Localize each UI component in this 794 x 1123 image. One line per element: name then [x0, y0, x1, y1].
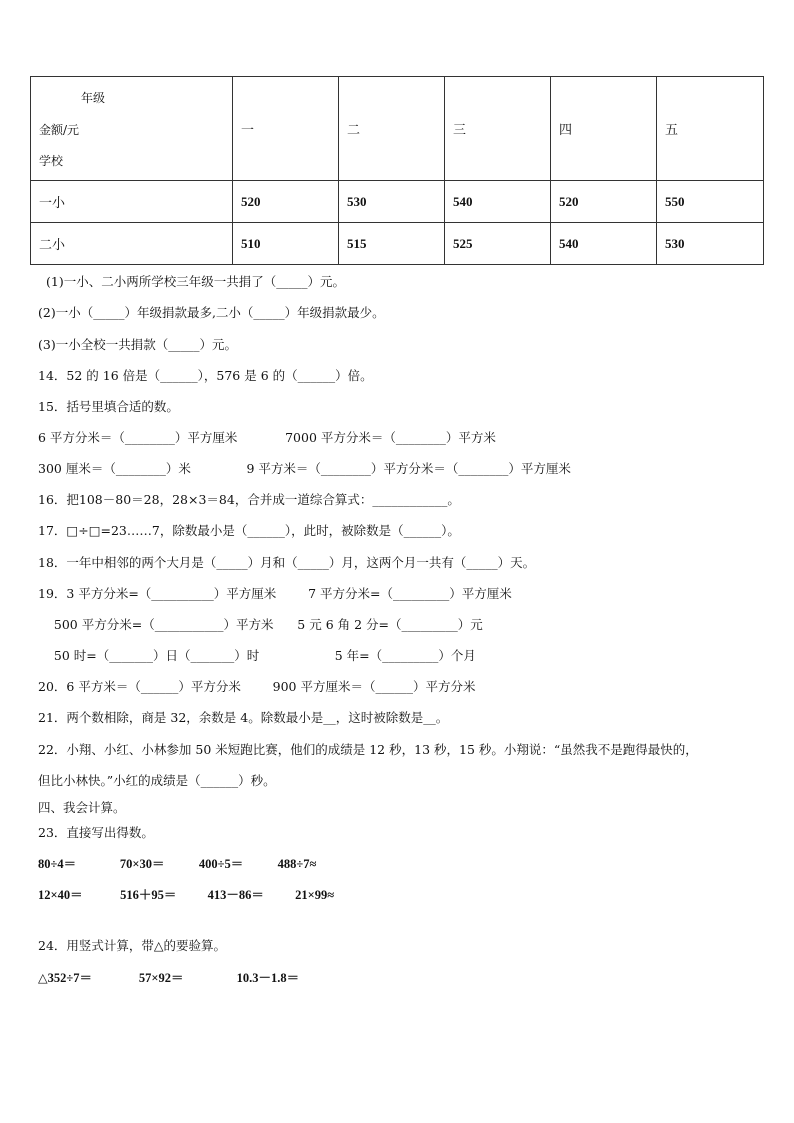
grade-header: 四 — [551, 77, 657, 181]
question-13-1: (1)一小、二小两所学校三年级一共捐了（_____）元。 — [46, 274, 345, 289]
donation-table — [30, 76, 764, 265]
table-header-row — [31, 77, 764, 181]
table-row — [31, 181, 764, 223]
amount-cell: 520 — [233, 181, 339, 223]
question-19-line-2: 500 平方分米=（___________）平方米 5 元 6 角 2 分=（_________）元 — [38, 617, 483, 632]
question-24-problems: △352÷7＝ 57×92＝ 10.3－1.8＝ — [38, 971, 300, 985]
question-23-row-2: 12×40＝ 516＋95＝ 413－86＝ 21×99≈ — [38, 888, 335, 902]
question-15: 15．括号里填合适的数。 — [38, 399, 179, 414]
question-17: 17．□÷□=23……7，除数最小是（______），此时，被除数是（______）。 — [38, 523, 460, 538]
amount-cell: 540 — [445, 181, 551, 223]
question-13-2: (2)一小（_____）年级捐款最多,二小（_____）年级捐款最少。 — [38, 305, 385, 320]
section-4-heading: 四、我会计算。 — [38, 800, 126, 815]
amount-cell: 530 — [657, 223, 764, 265]
corner-school-label: 学校 — [39, 154, 64, 168]
amount-cell: 510 — [233, 223, 339, 265]
school-name: 二小 — [31, 223, 233, 265]
question-20: 20．6 平方米＝（______）平方分米 900 平方厘米＝（______）平方分米 — [38, 679, 476, 694]
question-16: 16．把108－80＝28，28×3＝84，合并成一道综合算式：____________。 — [38, 492, 460, 507]
question-14: 14．52 的 16 倍是（______），576 是 6 的（______）倍。 — [38, 368, 373, 383]
table-row — [31, 223, 764, 265]
school-name: 一小 — [31, 181, 233, 223]
amount-cell: 550 — [657, 181, 764, 223]
question-24: 24．用竖式计算，带△的要验算。 — [38, 938, 227, 953]
question-13-3: (3)一小全校一共捐款（_____）元。 — [38, 337, 237, 352]
amount-cell: 520 — [551, 181, 657, 223]
grade-header: 二 — [339, 77, 445, 181]
corner-cell — [31, 77, 233, 181]
grade-header: 三 — [445, 77, 551, 181]
question-18: 18．一年中相邻的两个大月是（_____）月和（_____）月，这两个月一共有（_____）天。 — [38, 555, 536, 570]
question-19-line-3: 50 时=（_______）日（_______）时 5 年=（_________）个月 — [38, 648, 476, 663]
amount-cell: 540 — [551, 223, 657, 265]
question-23-row-1: 80÷4＝ 70×30＝ 400÷5＝ 488÷7≈ — [38, 857, 317, 871]
question-22-line-1: 22．小翔、小红、小林参加 50 米短跑比赛，他们的成绩是 12 秒，13 秒，15 秒。小翔说：“虽然我不是跑得最快的， — [38, 742, 698, 757]
question-15-line-1: 6 平方分米＝（________）平方厘米 7000 平方分米＝（________）平方米 — [38, 430, 496, 445]
amount-cell: 530 — [339, 181, 445, 223]
question-21: 21．两个数相除，商是 32，余数是 4。除数最小是__，这时被除数是__。 — [38, 710, 449, 725]
corner-grade-label: 年级 — [81, 91, 106, 105]
question-22-line-2: 但比小林快。”小红的成绩是（______）秒。 — [38, 773, 276, 788]
amount-cell: 515 — [339, 223, 445, 265]
grade-header: 五 — [657, 77, 764, 181]
question-19-line-1: 19．3 平方分米=（__________）平方厘米 7 平方分米=（_________）平方厘米 — [38, 586, 512, 601]
grade-header: 一 — [233, 77, 339, 181]
question-15-line-2: 300 厘米＝（________）米 9 平方米＝（________）平方分米＝（________）平方厘米 — [38, 461, 571, 476]
corner-amount-label: 金额/元 — [39, 123, 80, 137]
amount-cell: 525 — [445, 223, 551, 265]
question-23: 23．直接写出得数。 — [38, 825, 154, 840]
